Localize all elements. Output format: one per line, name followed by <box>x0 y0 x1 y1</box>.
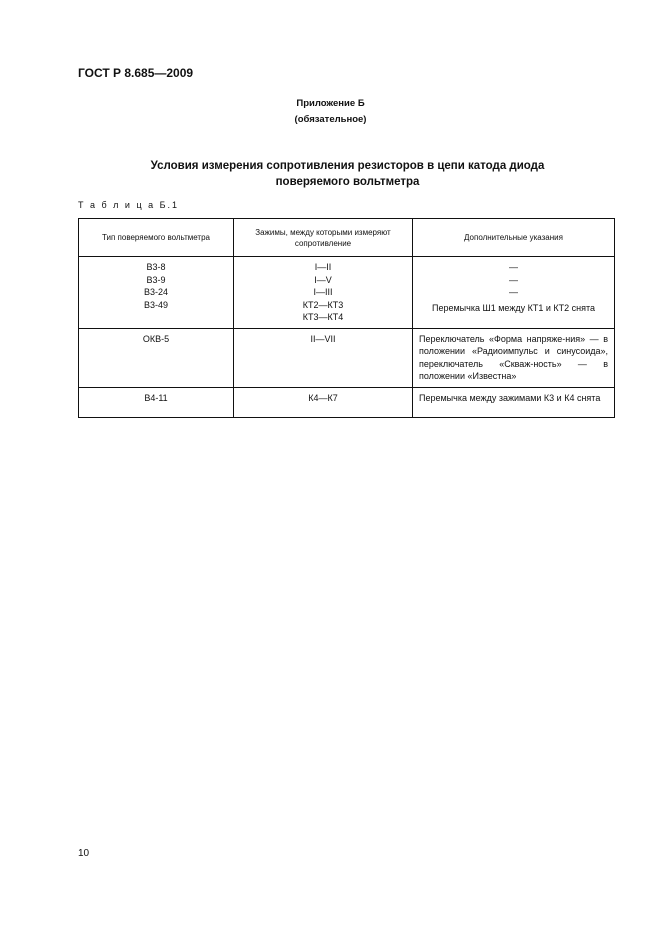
type-cell <box>79 257 234 329</box>
cell-line: I—II <box>314 262 332 272</box>
clamps-cell: II—VII <box>234 328 413 387</box>
table-row <box>79 257 615 329</box>
section-title-line: Условия измерения сопротивления резисторов в цепи катода диода <box>150 160 545 172</box>
table-header-row <box>79 219 615 257</box>
cell-line: В3-9 <box>146 274 166 285</box>
type-cell: В4-11 <box>79 387 234 417</box>
cell-line: — <box>509 274 518 285</box>
cell-line: КТ2—КТ3 <box>302 299 344 310</box>
notes-cell: Перемычка между зажимами К3 и К4 снята <box>413 387 615 417</box>
notes-cell <box>413 257 615 329</box>
column-header: Зажимы, между которыми измеряют сопротивление <box>234 219 413 257</box>
cell-line: В3-49 <box>143 299 169 310</box>
appendix-title: Приложение Б <box>296 98 365 109</box>
type-cell: ОКВ-5 <box>79 328 234 387</box>
cell-line: I—III <box>313 287 333 297</box>
section-title-line: поверяемого вольтметра <box>275 176 420 188</box>
standard-header: ГОСТ Р 8.685—2009 <box>78 66 194 80</box>
cell-line: КТ3—КТ4 <box>302 312 344 322</box>
cell-line: I—V <box>314 274 332 285</box>
data-table <box>78 218 615 418</box>
column-header: Дополнительные указания <box>413 219 615 257</box>
table-row <box>79 328 615 387</box>
cell-line: В3-24 <box>143 287 169 297</box>
notes-cell: Переключатель «Форма напряже-ния» — в положении «Радиоимпульс и синусоида», переключатель «Скваж-ность» — в положении «Известна» <box>413 328 615 387</box>
page-number: 10 <box>78 848 90 859</box>
cell-line: Перемычка Ш1 между КТ1 и КТ2 снята <box>432 302 595 313</box>
section-title <box>0 158 661 190</box>
cell-line: — <box>509 287 518 297</box>
appendix-kind: (обязательное) <box>294 114 367 125</box>
clamps-cell: К4—К7 <box>234 387 413 417</box>
cell-line: — <box>509 262 518 272</box>
clamps-cell <box>234 257 413 329</box>
cell-line: В3-8 <box>146 262 166 272</box>
column-header: Тип поверяемого вольтметра <box>79 219 234 257</box>
table-row <box>79 387 615 417</box>
table-caption: Т а б л и ц а Б.1 <box>78 200 180 210</box>
